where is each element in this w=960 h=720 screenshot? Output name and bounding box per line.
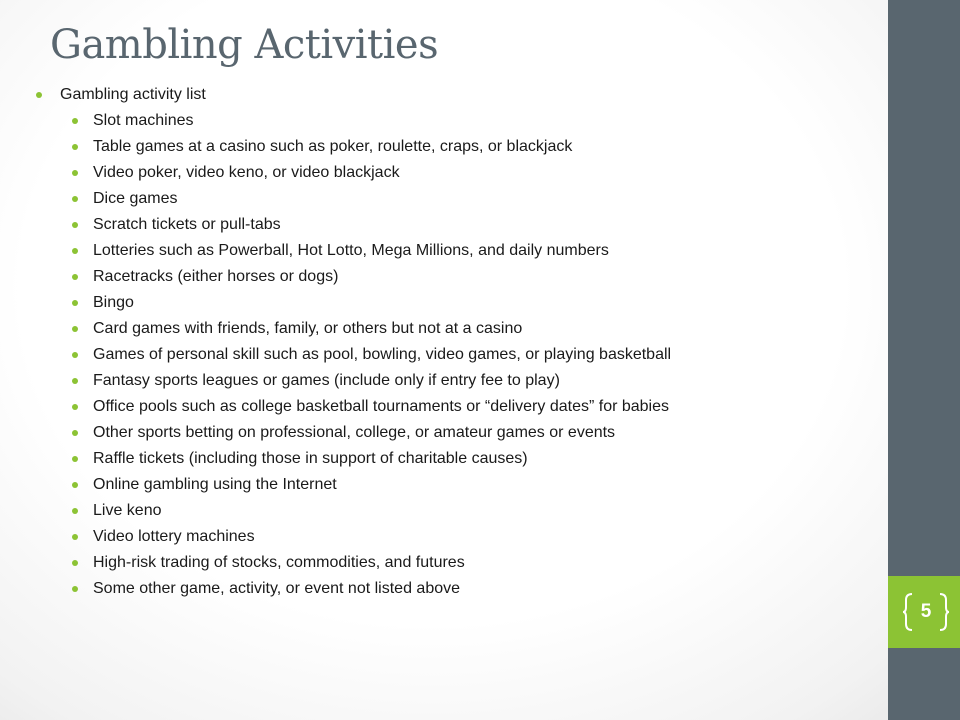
list-item-text: Other sports betting on professional, college, or amateur games or events [93, 424, 616, 441]
bullet-dot-icon [72, 586, 78, 592]
bullet-dot-icon [72, 560, 78, 566]
list-item [72, 134, 876, 160]
bullet-dot-icon [72, 378, 78, 384]
bullet-dot-icon [72, 482, 78, 488]
list-item [72, 316, 876, 342]
list-item-text: Card games with friends, family, or others but not at a casino [93, 320, 523, 337]
bullet-dot-icon [72, 300, 78, 306]
bullet-dot-icon [36, 92, 42, 98]
bullet-dot-icon [72, 196, 78, 202]
list-item-text: Fantasy sports leagues or games (include only if entry fee to play) [93, 372, 560, 389]
list-item-text: Live keno [93, 502, 162, 519]
bullet-dot-icon [72, 326, 78, 332]
bullet-dot-icon [72, 118, 78, 124]
slide-title: Gambling Activities [50, 22, 439, 68]
list-item-text: Some other game, activity, or event not listed above [93, 580, 461, 597]
list-item [72, 212, 876, 238]
list-item [72, 264, 876, 290]
bullet-dot-icon [72, 456, 78, 462]
list-item [72, 368, 876, 394]
bullet-dot-icon [72, 430, 78, 436]
bullet-text: Gambling activity list [60, 86, 206, 103]
bullet-dot-icon [72, 144, 78, 150]
list-item-text: Online gambling using the Internet [93, 476, 337, 493]
list-item-text: Games of personal skill such as pool, bowling, video games, or playing basketball [93, 346, 672, 363]
bullet-dot-icon [72, 534, 78, 540]
list-item [72, 498, 876, 524]
list-item [72, 342, 876, 368]
list-item [72, 420, 876, 446]
bullet-level-1 [36, 82, 876, 108]
list-item-text: High-risk trading of stocks, commodities, and futures [93, 554, 465, 571]
bullet-dot-icon [72, 352, 78, 358]
list-item-text: Video lottery machines [93, 528, 255, 545]
bullet-dot-icon [72, 508, 78, 514]
list-item-text: Table games at a casino such as poker, roulette, craps, or blackjack [93, 138, 573, 155]
list-item-text: Raffle tickets (including those in support of charitable causes) [93, 450, 528, 467]
list-item [72, 550, 876, 576]
bullet-dot-icon [72, 274, 78, 280]
list-item [72, 576, 876, 602]
bullet-dot-icon [72, 170, 78, 176]
list-item-text: Bingo [93, 294, 134, 311]
bullet-dot-icon [72, 404, 78, 410]
bullet-list [36, 82, 876, 602]
bullet-dot-icon [72, 248, 78, 254]
list-item-text: Slot machines [93, 112, 194, 129]
page-number: 5 [920, 601, 932, 622]
list-item [72, 186, 876, 212]
list-item [72, 290, 876, 316]
list-item [72, 238, 876, 264]
list-item [72, 160, 876, 186]
list-item [72, 394, 876, 420]
list-item-text: Racetracks (either horses or dogs) [93, 268, 339, 285]
list-item [72, 108, 876, 134]
list-item [72, 446, 876, 472]
list-item-text: Dice games [93, 190, 178, 207]
list-item-text: Video poker, video keno, or video blackjack [93, 164, 400, 181]
list-item-text: Lotteries such as Powerball, Hot Lotto, Mega Millions, and daily numbers [93, 242, 609, 259]
bullet-dot-icon [72, 222, 78, 228]
list-item-text: Scratch tickets or pull-tabs [93, 216, 281, 233]
list-item [72, 524, 876, 550]
list-item-text: Office pools such as college basketball tournaments or “delivery dates” for babies [93, 398, 670, 415]
list-item [72, 472, 876, 498]
